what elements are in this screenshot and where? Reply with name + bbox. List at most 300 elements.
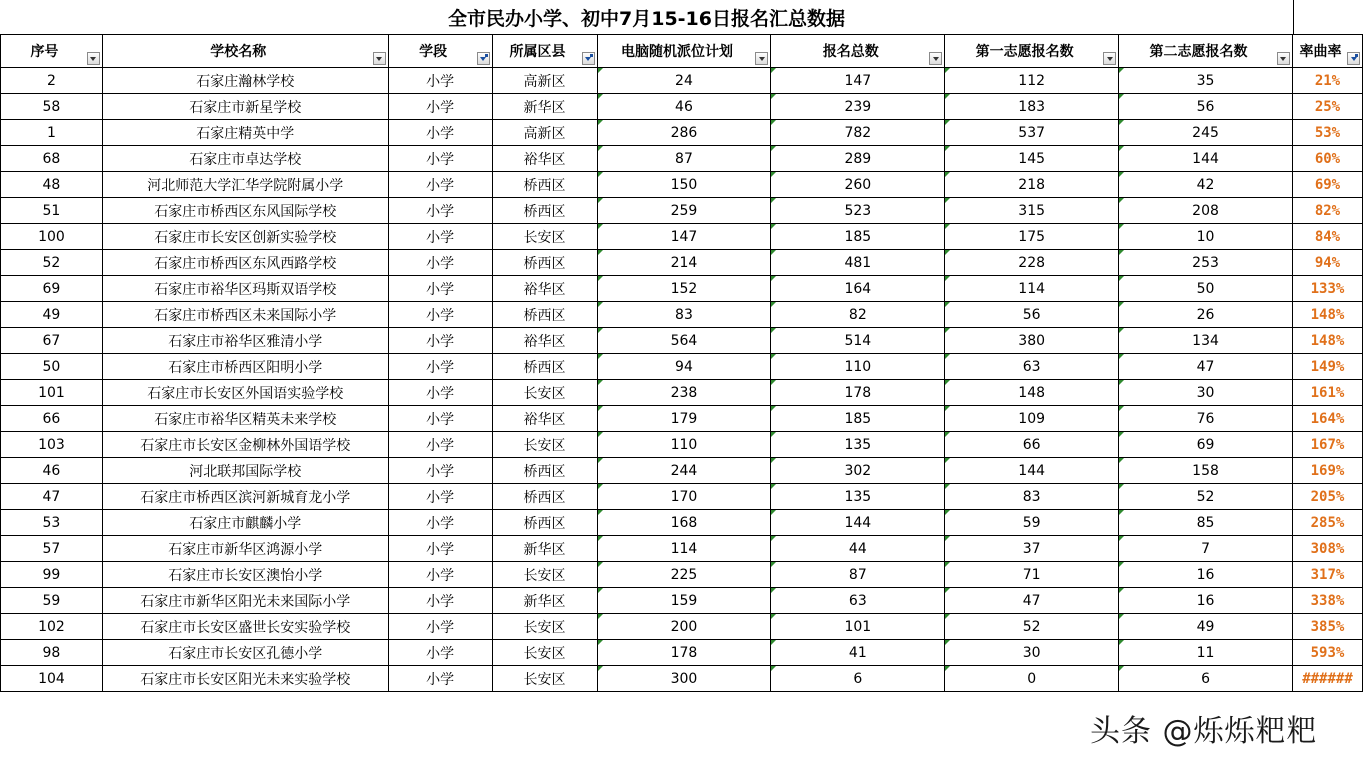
cell-first-choice[interactable] <box>945 224 1119 250</box>
cell-school-name[interactable]: 石家庄市长安区澳怡小学 <box>102 562 388 588</box>
cell-value: 10 <box>1196 228 1215 245</box>
error-indicator-icon <box>771 458 776 463</box>
cell-plan[interactable] <box>597 250 771 276</box>
cell-value: 24 <box>675 72 693 89</box>
filter-dropdown-icon[interactable] <box>87 52 100 65</box>
cell-rate[interactable]: 338% <box>1292 588 1362 614</box>
cell-value: 302 <box>844 462 872 479</box>
cell-plan[interactable] <box>597 458 771 484</box>
cell-stage[interactable]: 小学 <box>388 172 492 198</box>
cell-district[interactable]: 裕华区 <box>492 406 597 432</box>
cell-plan[interactable] <box>597 536 771 562</box>
cell-value: 0 <box>1027 670 1037 687</box>
error-indicator-icon <box>598 458 603 463</box>
cell-plan[interactable] <box>597 614 771 640</box>
cell-stage[interactable]: 小学 <box>388 510 492 536</box>
cell-plan[interactable] <box>597 588 771 614</box>
cell-second-choice[interactable] <box>1119 458 1293 484</box>
cell-value: 59 <box>1022 514 1041 531</box>
cell-school-name[interactable]: 石家庄市桥西区东风国际学校 <box>102 198 388 224</box>
cell-index[interactable]: 98 <box>1 640 103 666</box>
cell-rate[interactable]: 169% <box>1292 458 1362 484</box>
cell-total[interactable] <box>771 94 945 120</box>
cell-stage[interactable]: 小学 <box>388 224 492 250</box>
error-indicator-icon <box>771 120 776 125</box>
cell-index[interactable]: 52 <box>1 250 103 276</box>
error-indicator-icon <box>1119 588 1124 593</box>
cell-value: 110 <box>844 358 872 375</box>
cell-index[interactable]: 66 <box>1 406 103 432</box>
cell-total[interactable] <box>771 224 945 250</box>
cell-second-choice[interactable] <box>1119 380 1293 406</box>
cell-first-choice[interactable] <box>945 458 1119 484</box>
cell-second-choice[interactable] <box>1119 146 1293 172</box>
table-row <box>1 172 1363 198</box>
cell-first-choice[interactable] <box>945 120 1119 146</box>
cell-total[interactable] <box>771 458 945 484</box>
cell-value: 300 <box>670 670 698 687</box>
cell-value: 101 <box>844 618 872 635</box>
cell-total[interactable] <box>771 406 945 432</box>
cell-school-name[interactable]: 石家庄市裕华区精英未来学校 <box>102 406 388 432</box>
error-indicator-icon <box>1119 666 1124 671</box>
cell-value: 150 <box>670 176 698 193</box>
cell-first-choice[interactable] <box>945 354 1119 380</box>
error-indicator-icon <box>598 588 603 593</box>
cell-total[interactable] <box>771 354 945 380</box>
cell-index[interactable]: 59 <box>1 588 103 614</box>
error-indicator-icon <box>771 562 776 567</box>
filter-dropdown-icon[interactable] <box>929 52 942 65</box>
error-indicator-icon <box>945 68 950 73</box>
table-row <box>1 536 1363 562</box>
cell-first-choice[interactable] <box>945 510 1119 536</box>
cell-second-choice[interactable] <box>1119 198 1293 224</box>
cell-index[interactable]: 58 <box>1 94 103 120</box>
cell-plan[interactable] <box>597 354 771 380</box>
watermark: 头条 @烁烁粑粑 <box>1090 714 1318 749</box>
cell-district[interactable]: 桥西区 <box>492 354 597 380</box>
cell-total[interactable] <box>771 198 945 224</box>
cell-plan[interactable] <box>597 302 771 328</box>
cell-district[interactable]: 桥西区 <box>492 510 597 536</box>
cell-district[interactable]: 长安区 <box>492 380 597 406</box>
cell-school-name[interactable]: 石家庄市长安区金柳林外国语学校 <box>102 432 388 458</box>
cell-stage[interactable]: 小学 <box>388 380 492 406</box>
cell-rate[interactable]: 60% <box>1292 146 1362 172</box>
cell-first-choice[interactable] <box>945 484 1119 510</box>
header-plan[interactable] <box>597 35 771 68</box>
header-label: 报名总数 <box>822 44 879 60</box>
cell-stage[interactable]: 小学 <box>388 406 492 432</box>
cell-index[interactable]: 47 <box>1 484 103 510</box>
cell-value: 260 <box>844 176 872 193</box>
error-indicator-icon <box>945 146 950 151</box>
filter-active-dropdown-icon[interactable] <box>1347 52 1360 65</box>
cell-second-choice[interactable] <box>1119 328 1293 354</box>
cell-plan[interactable] <box>597 640 771 666</box>
cell-index[interactable]: 103 <box>1 432 103 458</box>
cell-first-choice[interactable] <box>945 146 1119 172</box>
cell-total[interactable] <box>771 250 945 276</box>
cell-plan[interactable] <box>597 146 771 172</box>
cell-first-choice[interactable] <box>945 198 1119 224</box>
header-label: 第二志愿报名数 <box>1149 44 1248 60</box>
cell-value: 315 <box>1018 202 1046 219</box>
cell-school-name[interactable]: 石家庄市卓达学校 <box>102 146 388 172</box>
cell-total[interactable] <box>771 614 945 640</box>
cell-index[interactable]: 50 <box>1 354 103 380</box>
cell-stage[interactable]: 小学 <box>388 588 492 614</box>
cell-value: 185 <box>844 228 872 245</box>
cell-school-name[interactable]: 石家庄市桥西区东风西路学校 <box>102 250 388 276</box>
cell-school-name[interactable]: 石家庄市长安区创新实验学校 <box>102 224 388 250</box>
cell-index[interactable]: 51 <box>1 198 103 224</box>
cell-index[interactable]: 104 <box>1 666 103 692</box>
cell-district[interactable]: 长安区 <box>492 224 597 250</box>
cell-value: 144 <box>1018 462 1046 479</box>
cell-value: 147 <box>670 228 698 245</box>
cell-value: 253 <box>1192 254 1219 271</box>
error-indicator-icon <box>1119 354 1124 359</box>
cell-plan[interactable] <box>597 276 771 302</box>
cell-plan[interactable] <box>597 198 771 224</box>
cell-district[interactable]: 裕华区 <box>492 146 597 172</box>
header-school-name[interactable] <box>102 35 388 68</box>
cell-rate[interactable]: 69% <box>1292 172 1362 198</box>
header-second-choice[interactable] <box>1119 35 1293 68</box>
cell-total[interactable] <box>771 120 945 146</box>
cell-district[interactable]: 长安区 <box>492 562 597 588</box>
cell-stage[interactable]: 小学 <box>388 432 492 458</box>
cell-index[interactable]: 99 <box>1 562 103 588</box>
filter-dropdown-icon[interactable] <box>1277 52 1290 65</box>
cell-first-choice[interactable] <box>945 276 1119 302</box>
cell-second-choice[interactable] <box>1119 276 1293 302</box>
error-indicator-icon <box>1119 276 1124 281</box>
header-label: 序号 <box>30 44 59 60</box>
cell-rate[interactable]: 308% <box>1292 536 1362 562</box>
cell-district[interactable]: 桥西区 <box>492 198 597 224</box>
cell-total[interactable] <box>771 510 945 536</box>
cell-first-choice[interactable] <box>945 562 1119 588</box>
cell-plan[interactable] <box>597 666 771 692</box>
cell-school-name[interactable]: 石家庄市麒麟小学 <box>102 510 388 536</box>
cell-school-name[interactable]: 石家庄市裕华区玛斯双语学校 <box>102 276 388 302</box>
cell-index[interactable]: 2 <box>1 68 103 94</box>
cell-total[interactable] <box>771 640 945 666</box>
header-stage[interactable] <box>388 35 492 68</box>
cell-value: 56 <box>1022 306 1041 323</box>
header-district[interactable] <box>492 35 597 68</box>
cell-district[interactable]: 新华区 <box>492 588 597 614</box>
cell-stage[interactable]: 小学 <box>388 640 492 666</box>
cell-second-choice[interactable] <box>1119 406 1293 432</box>
cell-plan[interactable] <box>597 94 771 120</box>
cell-stage[interactable]: 小学 <box>388 536 492 562</box>
cell-plan[interactable] <box>597 120 771 146</box>
cell-district[interactable]: 裕华区 <box>492 276 597 302</box>
cell-school-name[interactable]: 河北师范大学汇华学院附属小学 <box>102 172 388 198</box>
cell-value: 109 <box>1018 410 1046 427</box>
cell-first-choice[interactable] <box>945 588 1119 614</box>
cell-first-choice[interactable] <box>945 614 1119 640</box>
cell-first-choice[interactable] <box>945 250 1119 276</box>
cell-school-name[interactable]: 石家庄瀚林学校 <box>102 68 388 94</box>
cell-second-choice[interactable] <box>1119 536 1293 562</box>
error-indicator-icon <box>598 94 603 99</box>
cell-rate[interactable]: 164% <box>1292 406 1362 432</box>
cell-stage[interactable]: 小学 <box>388 198 492 224</box>
error-indicator-icon <box>771 484 776 489</box>
cell-stage[interactable]: 小学 <box>388 458 492 484</box>
cell-second-choice[interactable] <box>1119 484 1293 510</box>
cell-school-name[interactable]: 石家庄市桥西区滨河新城育龙小学 <box>102 484 388 510</box>
cell-second-choice[interactable] <box>1119 666 1293 692</box>
cell-school-name[interactable]: 石家庄市桥西区未来国际小学 <box>102 302 388 328</box>
cell-school-name[interactable]: 石家庄市裕华区雅清小学 <box>102 328 388 354</box>
cell-first-choice[interactable] <box>945 94 1119 120</box>
cell-plan[interactable] <box>597 68 771 94</box>
cell-district[interactable]: 长安区 <box>492 640 597 666</box>
cell-index[interactable]: 1 <box>1 120 103 146</box>
cell-plan[interactable] <box>597 328 771 354</box>
cell-second-choice[interactable] <box>1119 432 1293 458</box>
cell-district[interactable]: 裕华区 <box>492 328 597 354</box>
cell-index[interactable]: 68 <box>1 146 103 172</box>
cell-index[interactable]: 69 <box>1 276 103 302</box>
cell-district[interactable]: 新华区 <box>492 536 597 562</box>
cell-rate[interactable]: 149% <box>1292 354 1362 380</box>
cell-district[interactable]: 桥西区 <box>492 302 597 328</box>
filter-active-dropdown-icon[interactable] <box>477 52 490 65</box>
cell-rate[interactable]: 53% <box>1292 120 1362 146</box>
cell-total[interactable] <box>771 562 945 588</box>
cell-second-choice[interactable] <box>1119 224 1293 250</box>
header-rate[interactable] <box>1292 35 1362 68</box>
cell-rate[interactable]: 84% <box>1292 224 1362 250</box>
cell-total[interactable] <box>771 146 945 172</box>
cell-value: 782 <box>844 124 872 141</box>
cell-stage[interactable]: 小学 <box>388 120 492 146</box>
cell-second-choice[interactable] <box>1119 302 1293 328</box>
table-row <box>1 562 1363 588</box>
cell-total[interactable] <box>771 536 945 562</box>
header-label: 第一志愿报名数 <box>975 44 1074 60</box>
cell-district[interactable]: 桥西区 <box>492 484 597 510</box>
cell-rate[interactable]: 25% <box>1292 94 1362 120</box>
cell-rate[interactable]: 148% <box>1292 328 1362 354</box>
cell-total[interactable] <box>771 432 945 458</box>
cell-rate[interactable]: 82% <box>1292 198 1362 224</box>
cell-index[interactable]: 101 <box>1 380 103 406</box>
cell-second-choice[interactable] <box>1119 588 1293 614</box>
error-indicator-icon <box>771 172 776 177</box>
cell-total[interactable] <box>771 484 945 510</box>
cell-second-choice[interactable] <box>1119 614 1293 640</box>
cell-plan[interactable] <box>597 562 771 588</box>
cell-first-choice[interactable] <box>945 406 1119 432</box>
cell-total[interactable] <box>771 380 945 406</box>
cell-school-name[interactable]: 石家庄市长安区孔德小学 <box>102 640 388 666</box>
error-indicator-icon <box>598 302 603 307</box>
cell-plan[interactable] <box>597 406 771 432</box>
cell-index[interactable]: 53 <box>1 510 103 536</box>
error-indicator-icon <box>1119 146 1124 151</box>
cell-value: 159 <box>670 592 698 609</box>
error-indicator-icon <box>598 172 603 177</box>
cell-second-choice[interactable] <box>1119 172 1293 198</box>
filter-active-dropdown-icon[interactable] <box>582 52 595 65</box>
error-indicator-icon <box>598 510 603 515</box>
cell-first-choice[interactable] <box>945 432 1119 458</box>
cell-district[interactable]: 桥西区 <box>492 172 597 198</box>
cell-school-name[interactable]: 石家庄市长安区盛世长安实验学校 <box>102 614 388 640</box>
cell-plan[interactable] <box>597 172 771 198</box>
cell-rate[interactable]: 21% <box>1292 68 1362 94</box>
cell-value: 30 <box>1196 384 1215 401</box>
error-indicator-icon <box>945 380 950 385</box>
cell-stage[interactable]: 小学 <box>388 666 492 692</box>
cell-district[interactable]: 新华区 <box>492 94 597 120</box>
cell-district[interactable]: 长安区 <box>492 432 597 458</box>
cell-first-choice[interactable] <box>945 666 1119 692</box>
cell-school-name[interactable]: 石家庄市新华区鸿源小学 <box>102 536 388 562</box>
cell-second-choice[interactable] <box>1119 354 1293 380</box>
table-row <box>1 276 1363 302</box>
cell-second-choice[interactable] <box>1119 250 1293 276</box>
cell-rate[interactable]: 167% <box>1292 432 1362 458</box>
filter-dropdown-icon[interactable] <box>755 52 768 65</box>
cell-value: 238 <box>670 384 698 401</box>
cell-rate[interactable]: 205% <box>1292 484 1362 510</box>
cell-index[interactable]: 100 <box>1 224 103 250</box>
cell-plan[interactable] <box>597 224 771 250</box>
error-indicator-icon <box>598 120 603 125</box>
header-index[interactable] <box>1 35 103 68</box>
cell-first-choice[interactable] <box>945 380 1119 406</box>
cell-total[interactable] <box>771 172 945 198</box>
cell-plan[interactable] <box>597 380 771 406</box>
error-indicator-icon <box>1119 640 1124 645</box>
cell-plan[interactable] <box>597 484 771 510</box>
cell-second-choice[interactable] <box>1119 68 1293 94</box>
cell-district[interactable]: 高新区 <box>492 120 597 146</box>
cell-district[interactable]: 桥西区 <box>492 458 597 484</box>
cell-first-choice[interactable] <box>945 328 1119 354</box>
cell-first-choice[interactable] <box>945 536 1119 562</box>
cell-school-name[interactable]: 河北联邦国际学校 <box>102 458 388 484</box>
cell-first-choice[interactable] <box>945 68 1119 94</box>
cell-plan[interactable] <box>597 432 771 458</box>
cell-value: 152 <box>670 280 698 297</box>
cell-stage[interactable]: 小学 <box>388 276 492 302</box>
header-first-choice[interactable] <box>945 35 1119 68</box>
cell-index[interactable]: 46 <box>1 458 103 484</box>
cell-total[interactable] <box>771 302 945 328</box>
cell-value: 26 <box>1196 306 1215 323</box>
cell-rate[interactable]: 317% <box>1292 562 1362 588</box>
cell-index[interactable]: 102 <box>1 614 103 640</box>
cell-total[interactable] <box>771 68 945 94</box>
table-row <box>1 510 1363 536</box>
cell-district[interactable]: 长安区 <box>492 666 597 692</box>
cell-school-name[interactable]: 石家庄市长安区阳光未来实验学校 <box>102 666 388 692</box>
cell-first-choice[interactable] <box>945 640 1119 666</box>
error-indicator-icon <box>771 406 776 411</box>
cell-district[interactable]: 长安区 <box>492 614 597 640</box>
cell-stage[interactable]: 小学 <box>388 146 492 172</box>
cell-district[interactable]: 桥西区 <box>492 250 597 276</box>
cell-stage[interactable]: 小学 <box>388 94 492 120</box>
cell-second-choice[interactable] <box>1119 120 1293 146</box>
error-indicator-icon <box>1119 614 1124 619</box>
cell-first-choice[interactable] <box>945 172 1119 198</box>
cell-rate[interactable]: 593% <box>1292 640 1362 666</box>
header-total[interactable] <box>771 35 945 68</box>
cell-plan[interactable] <box>597 510 771 536</box>
cell-index[interactable]: 57 <box>1 536 103 562</box>
cell-stage[interactable]: 小学 <box>388 328 492 354</box>
cell-rate[interactable]: 133% <box>1292 276 1362 302</box>
error-indicator-icon <box>1119 94 1124 99</box>
cell-second-choice[interactable] <box>1119 640 1293 666</box>
cell-stage[interactable]: 小学 <box>388 562 492 588</box>
cell-value: 94 <box>675 358 693 375</box>
cell-first-choice[interactable] <box>945 302 1119 328</box>
cell-rate[interactable]: 94% <box>1292 250 1362 276</box>
title-row-right-cell[interactable] <box>1293 0 1363 34</box>
cell-school-name[interactable]: 石家庄市长安区外国语实验学校 <box>102 380 388 406</box>
header-label: 所属区县 <box>509 44 566 60</box>
cell-stage[interactable]: 小学 <box>388 250 492 276</box>
cell-value: 178 <box>844 384 872 401</box>
cell-stage[interactable]: 小学 <box>388 614 492 640</box>
cell-stage[interactable]: 小学 <box>388 68 492 94</box>
cell-stage[interactable]: 小学 <box>388 302 492 328</box>
cell-index[interactable]: 48 <box>1 172 103 198</box>
cell-school-name[interactable]: 石家庄市新星学校 <box>102 94 388 120</box>
cell-total[interactable] <box>771 588 945 614</box>
cell-school-name[interactable]: 石家庄精英中学 <box>102 120 388 146</box>
cell-second-choice[interactable] <box>1119 562 1293 588</box>
cell-total[interactable] <box>771 328 945 354</box>
cell-index[interactable]: 49 <box>1 302 103 328</box>
error-indicator-icon <box>1119 432 1124 437</box>
cell-stage[interactable]: 小学 <box>388 484 492 510</box>
cell-rate[interactable]: 385% <box>1292 614 1362 640</box>
cell-rate[interactable]: ###### <box>1292 666 1362 692</box>
table-row <box>1 354 1363 380</box>
cell-value: 7 <box>1201 540 1210 557</box>
cell-rate[interactable]: 161% <box>1292 380 1362 406</box>
cell-stage[interactable]: 小学 <box>388 354 492 380</box>
cell-total[interactable] <box>771 276 945 302</box>
cell-value: 47 <box>1196 358 1215 375</box>
cell-index[interactable]: 67 <box>1 328 103 354</box>
filter-dropdown-icon[interactable] <box>1103 52 1116 65</box>
error-indicator-icon <box>771 328 776 333</box>
filter-dropdown-icon[interactable] <box>373 52 386 65</box>
cell-school-name[interactable]: 石家庄市新华区阳光未来国际小学 <box>102 588 388 614</box>
cell-total[interactable] <box>771 666 945 692</box>
cell-school-name[interactable]: 石家庄市桥西区阳明小学 <box>102 354 388 380</box>
cell-rate[interactable]: 285% <box>1292 510 1362 536</box>
cell-rate[interactable]: 148% <box>1292 302 1362 328</box>
cell-second-choice[interactable] <box>1119 94 1293 120</box>
cell-second-choice[interactable] <box>1119 510 1293 536</box>
cell-district[interactable]: 高新区 <box>492 68 597 94</box>
